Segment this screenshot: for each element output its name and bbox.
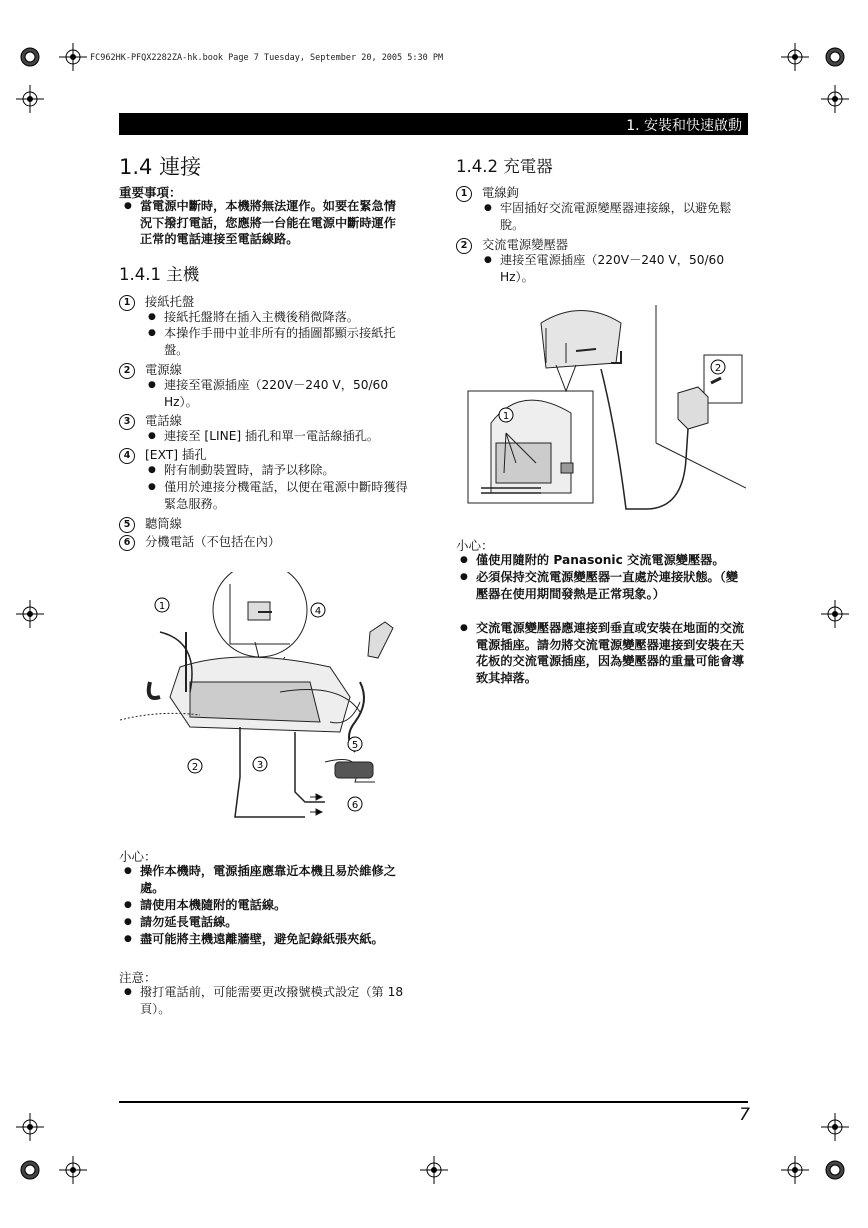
page-title: 1.4 連接 <box>119 155 202 179</box>
item-4-sub-2: ● 僅用於連接分機電話，以便在電源中斷時獲得緊急服務。 <box>148 480 408 511</box>
charger-item-2: 2 交流電源變壓器 <box>456 235 568 254</box>
page-number: 7 <box>739 1105 750 1125</box>
caution-left-4: ● 盡可能將主機遠離牆壁，避免記錄紙張夾紙。 <box>124 932 384 946</box>
callout-5: 5 <box>351 740 359 751</box>
item-1-sub-2: ● 本操作手冊中並非所有的插圖都顯示接紙托盤。 <box>148 326 396 357</box>
callout-4: 4 <box>314 606 322 617</box>
callout-1: 1 <box>158 601 166 612</box>
caution-label-right: 小心： <box>456 538 494 553</box>
item-5: 5 聽筒線 <box>119 514 182 533</box>
charger-callout-2: 2 <box>714 363 722 374</box>
caution-right-1: ● 僅使用隨附的 Panasonic 交流電源變壓器。 <box>460 553 725 567</box>
caution-label-left: 小心： <box>119 849 157 864</box>
section-bar <box>119 113 748 135</box>
subtitle-main-unit: 1.4.1 主機 <box>119 265 200 284</box>
item-2-sub-1: ● 連接至電源插座（220V－240 V，50/60 Hz）。 <box>148 378 389 409</box>
charger-item-1: 1 電線鉤 <box>456 183 519 202</box>
callout-3: 3 <box>256 760 264 771</box>
note-label: 注意： <box>119 970 157 985</box>
main-unit-illustration <box>120 572 410 832</box>
charger-callout-1: 1 <box>502 411 510 422</box>
charger-item-2-sub-1: ● 連接至電源插座（220V－240 V，50/60 Hz）。 <box>484 253 725 284</box>
caution-left-1: ● 操作本機時，電源插座應靠近本機且易於維修之處。 <box>124 864 396 895</box>
item-4: 4 [EXT] 插孔 <box>119 445 207 464</box>
item-6: 6 分機電話（不包括在內） <box>119 532 280 551</box>
print-header: FC962HK-PFQX2282ZA-hk.book Page 7 Tuesday, September 20, 2005 5:30 PM <box>90 53 444 63</box>
callout-2: 2 <box>191 762 199 773</box>
item-2: 2 電源線 <box>119 360 182 379</box>
item-1-sub-1: ● 接紙托盤將在插入主機後稍微降落。 <box>148 310 359 324</box>
charger-item-1-sub-1: ● 牢固插好交流電源變壓器連接線，以避免鬆脫。 <box>484 201 732 232</box>
item-3: 3 電話線 <box>119 411 182 430</box>
item-4-sub-1: ● 附有制動裝置時，請予以移除。 <box>148 463 335 477</box>
important-label: 重要事項： <box>119 185 182 200</box>
item-3-sub-1: ● 連接至 [LINE] 插孔和單一電話線插孔。 <box>148 429 380 443</box>
callout-6: 6 <box>351 800 359 811</box>
caution-left-3: ● 請勿延長電話線。 <box>124 915 238 929</box>
caution-right-3: ● 交流電源變壓器應連接到垂直或安裝在地面的交流電源插座。請勿將交流電源變壓器連接到安裝在天花板的交流電源插座，因為變壓器的重量可能會導致其掉落。 <box>460 621 745 685</box>
important-note: ● 當電源中斷時，本機將無法運作。如要在緊急情況下撥打電話，您應將一台能在電源中斷時運作正常的電話連接至電話線路。 <box>124 199 396 246</box>
section-bar-title: 1. 安裝和快速啟動 <box>626 118 742 134</box>
item-1: 1 接紙托盤 <box>119 292 194 311</box>
caution-right-2: ● 必須保持交流電源變壓器一直處於連接狀態。（變壓器在使用期間發熱是正常現象。） <box>460 570 739 601</box>
subtitle-charger: 1.4.2 充電器 <box>456 157 553 176</box>
note-text: ● 撥打電話前，可能需要更改撥號模式設定（第 18 頁）。 <box>124 985 404 1016</box>
charger-illustration <box>466 303 746 518</box>
footer-rule <box>119 1101 748 1103</box>
caution-left-2: ● 請使用本機隨附的電話線。 <box>124 898 287 912</box>
